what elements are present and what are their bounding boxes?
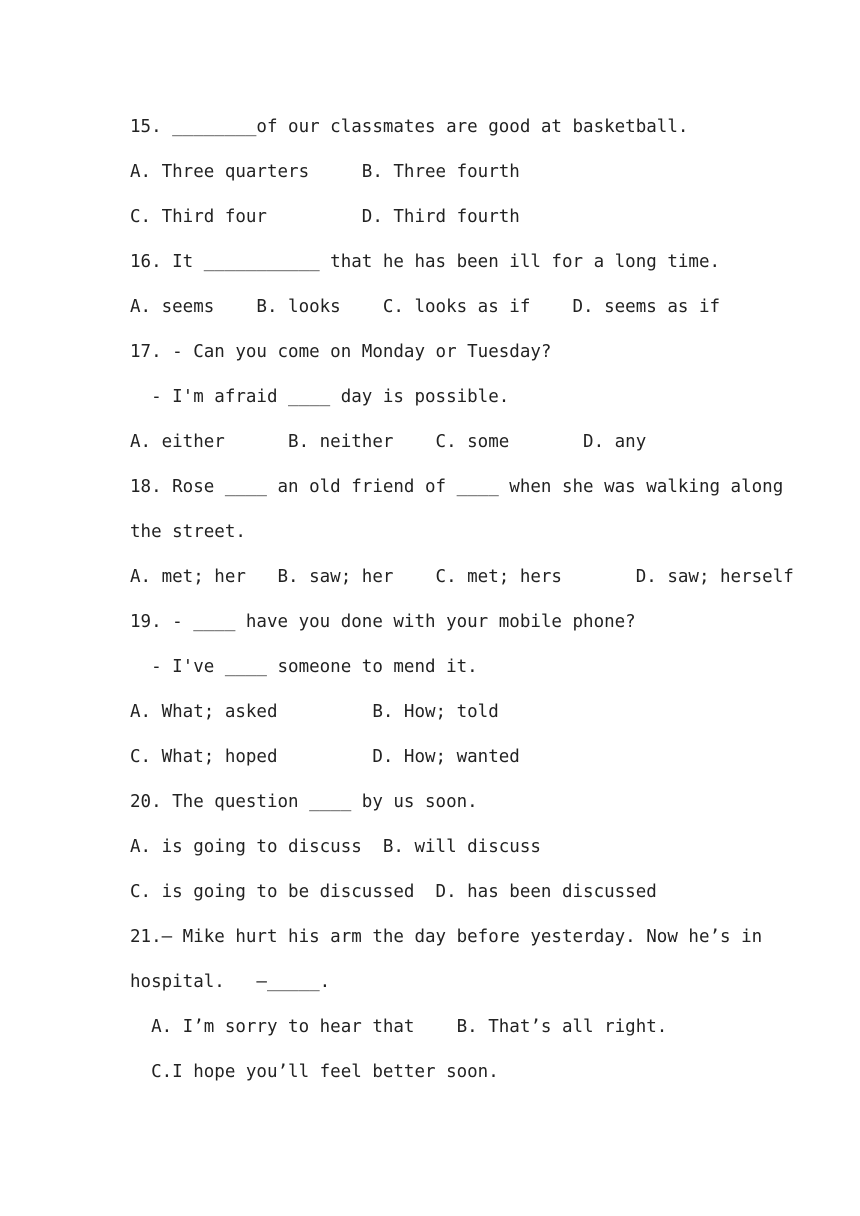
- question-18-stem-continuation: the street.: [130, 522, 246, 542]
- question-16-stem: 16. It ___________ that he has been ill for a long time.: [130, 252, 721, 272]
- question-20-stem: 20. The question ____ by us soon.: [130, 792, 478, 812]
- question-21-stem: 21.— Mike hurt his arm the day before yesterday. Now he’s in: [130, 927, 763, 947]
- question-18-stem: 18. Rose ____ an old friend of ____ when she was walking along: [130, 477, 784, 497]
- question-20-options-cd: C. is going to be discussed D. has been discussed: [130, 882, 657, 902]
- question-18-options: A. met; her B. saw; her C. met; hers D. saw; herself: [130, 567, 794, 587]
- question-17-stem: 17. - Can you come on Monday or Tuesday?: [130, 342, 552, 362]
- question-17-response: - I'm afraid ____ day is possible.: [130, 387, 510, 407]
- question-20-options-ab: A. is going to discuss B. will discuss: [130, 837, 541, 857]
- question-15-stem: 15. ________of our classmates are good at basketball.: [130, 117, 689, 137]
- question-19-stem: 19. - ____ have you done with your mobile phone?: [130, 612, 636, 632]
- question-15-options-cd: C. Third four D. Third fourth: [130, 207, 520, 227]
- question-16-options: A. seems B. looks C. looks as if D. seems as if: [130, 297, 721, 317]
- question-17-options: A. either B. neither C. some D. any: [130, 432, 647, 452]
- question-21-stem-continuation: hospital. —_____.: [130, 972, 331, 992]
- question-15-options-ab: A. Three quarters B. Three fourth: [130, 162, 520, 182]
- question-19-response: - I've ____ someone to mend it.: [130, 657, 478, 677]
- question-21-option-c: C.I hope you’ll feel better soon.: [130, 1062, 499, 1082]
- question-19-options-ab: A. What; asked B. How; told: [130, 702, 499, 722]
- question-21-options-ab: A. I’m sorry to hear that B. That’s all right.: [130, 1017, 668, 1037]
- question-19-options-cd: C. What; hoped D. How; wanted: [130, 747, 520, 767]
